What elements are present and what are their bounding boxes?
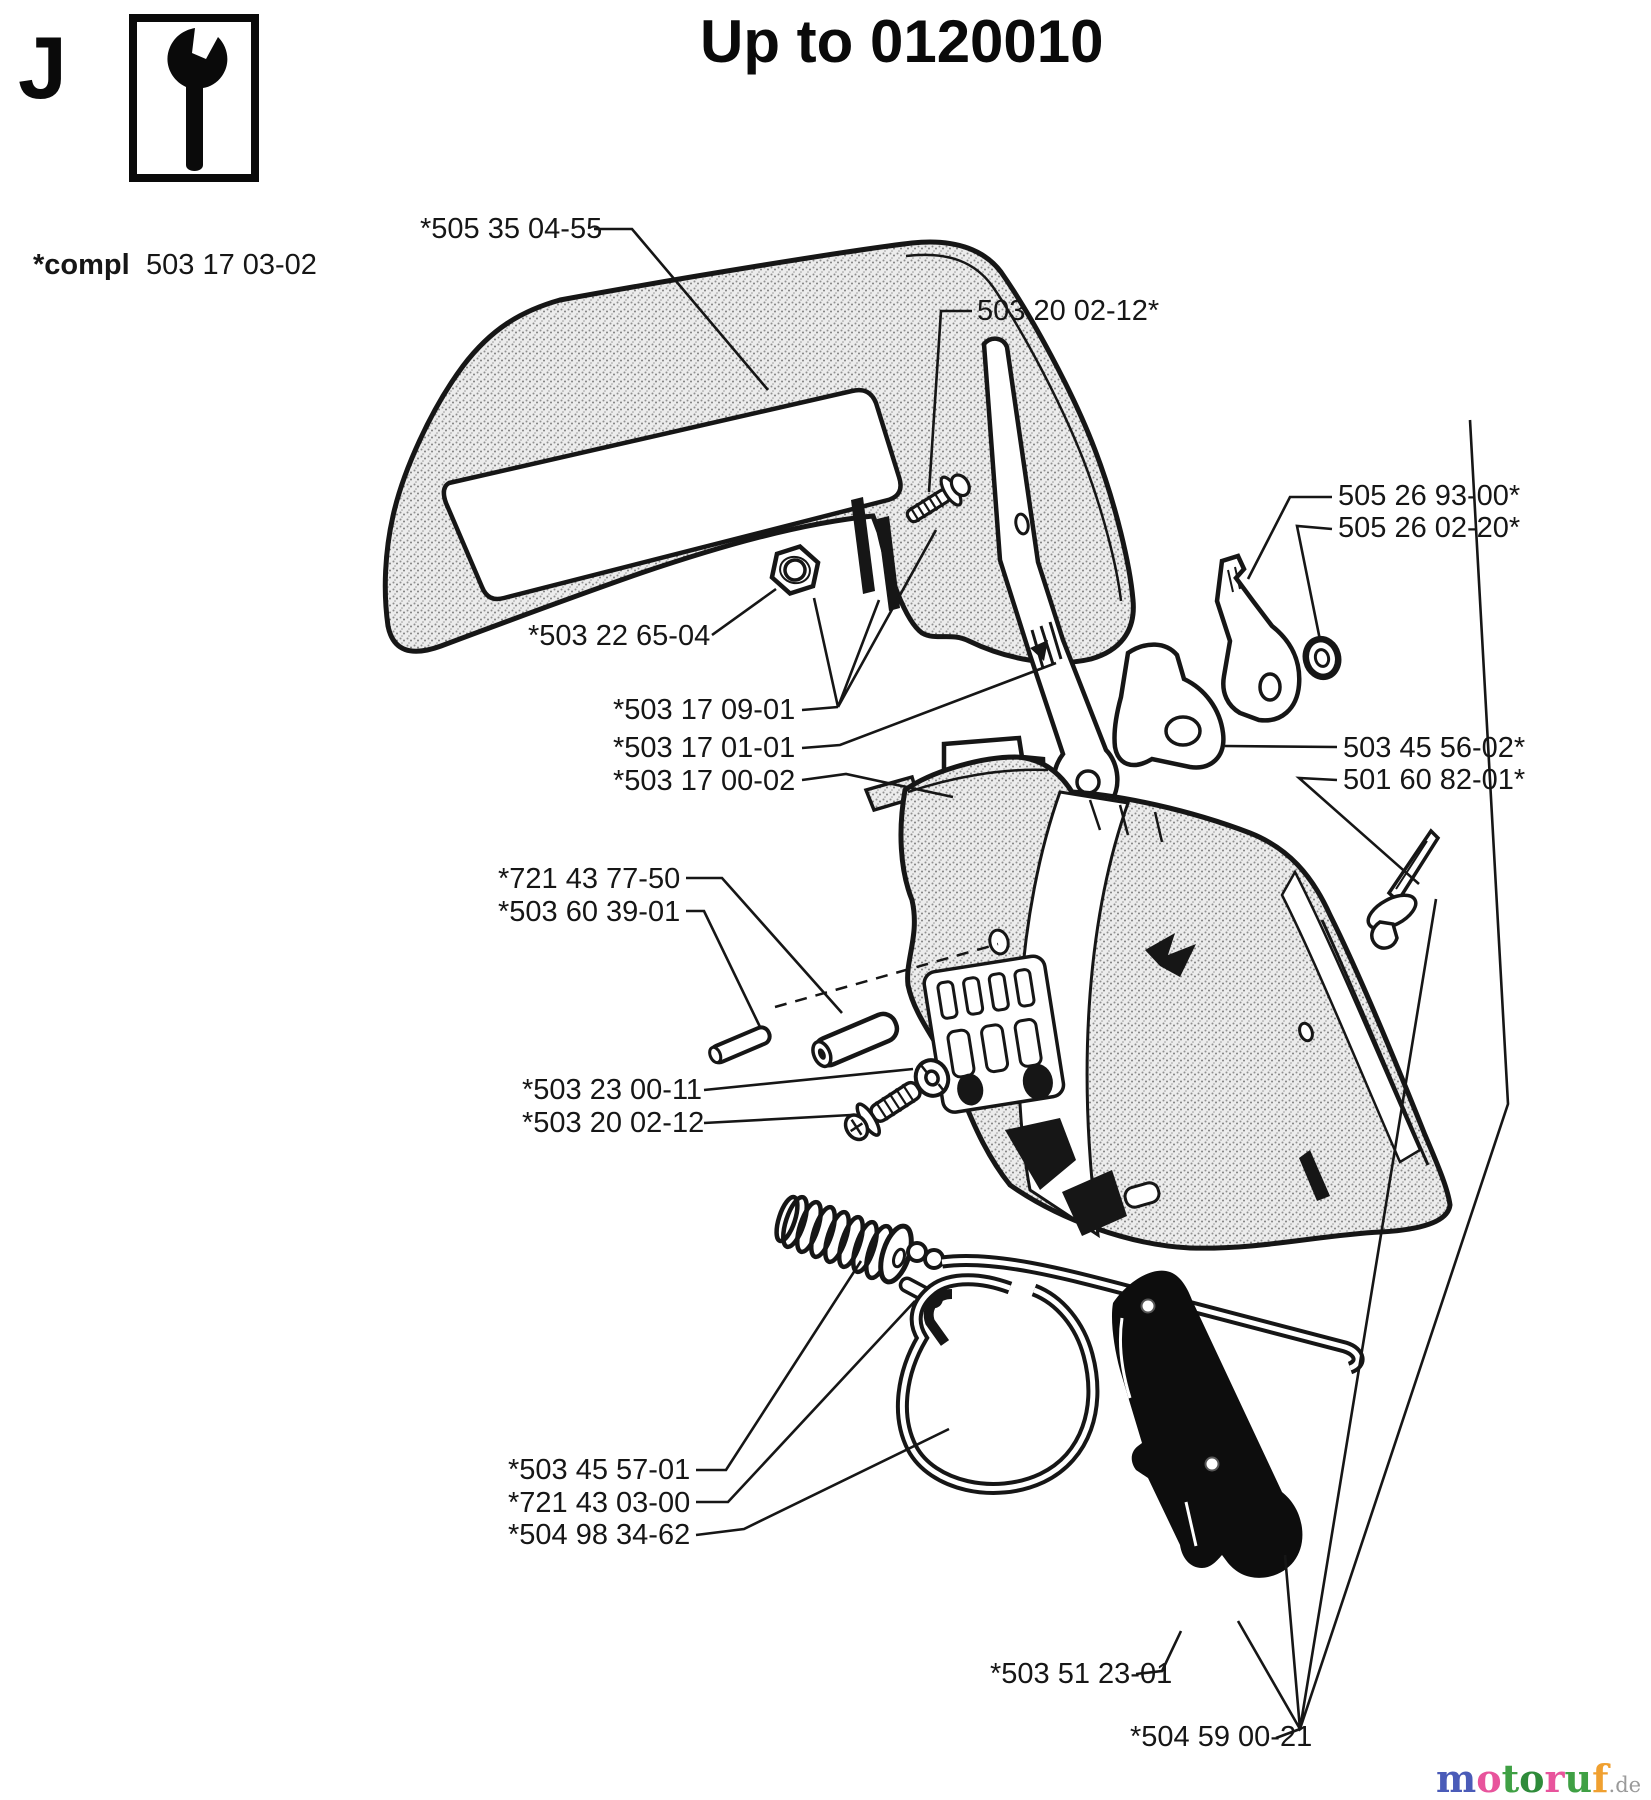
part-label-504-98-34-62: *504 98 34-62 <box>508 1519 691 1551</box>
motoruf-watermark: motoruf.de <box>1436 1756 1642 1800</box>
page-title: Up to 0120010 <box>700 8 1104 75</box>
part-label-505-26-02-20: 505 26 02-20* <box>1338 512 1521 544</box>
part-label-503-20-02-12-top: 503 20 02-12* <box>977 295 1160 327</box>
spring-link <box>908 1243 943 1268</box>
brake-spring <box>772 1194 917 1285</box>
screw-bottom <box>838 1072 927 1147</box>
part-label-503-17-00-02: *503 17 00-02 <box>613 765 796 797</box>
brake-cam <box>1115 645 1224 768</box>
part-label-503-22-65-04: *503 22 65-04 <box>528 620 711 652</box>
trip-bracket <box>1217 556 1299 720</box>
part-label-503-20-02-12-bottom: *503 20 02-12 <box>522 1107 705 1139</box>
section-letter: J <box>18 18 67 117</box>
brake-housing <box>866 757 1450 1248</box>
part-label-505-35-04-55: *505 35 04-55 <box>420 213 603 245</box>
part-label-503-45-56-02: 503 45 56-02* <box>1343 732 1526 764</box>
part-label-501-60-82-01: 501 60 82-01* <box>1343 764 1526 796</box>
roller-pin-small <box>707 1025 772 1065</box>
hex-nut <box>769 542 820 598</box>
push-rivet <box>1363 831 1438 948</box>
compl-number: 503 17 03-02 <box>146 249 317 281</box>
part-label-503-51-23-01: *503 51 23-01 <box>990 1658 1173 1690</box>
wrench-box <box>133 18 255 178</box>
part-label-503-23-00-11: *503 23 00-11 <box>522 1074 703 1106</box>
part-label-721-43-77-50: *721 43 77-50 <box>498 863 681 895</box>
part-label-504-59-00-21: *504 59 00-21 <box>1130 1721 1313 1753</box>
compl-label: *compl <box>33 249 130 281</box>
o-ring-washer <box>1302 636 1342 681</box>
part-label-503-45-57-01: *503 45 57-01 <box>508 1454 691 1486</box>
part-label-503-17-09-01: *503 17 09-01 <box>613 694 796 726</box>
part-label-503-17-01-01: *503 17 01-01 <box>613 732 796 764</box>
roller-pin-large <box>809 1010 901 1070</box>
part-label-721-43-03-00: *721 43 03-00 <box>508 1487 691 1519</box>
part-label-505-26-93-00: 505 26 93-00* <box>1338 480 1521 512</box>
part-label-503-60-39-01: *503 60 39-01 <box>498 896 681 928</box>
